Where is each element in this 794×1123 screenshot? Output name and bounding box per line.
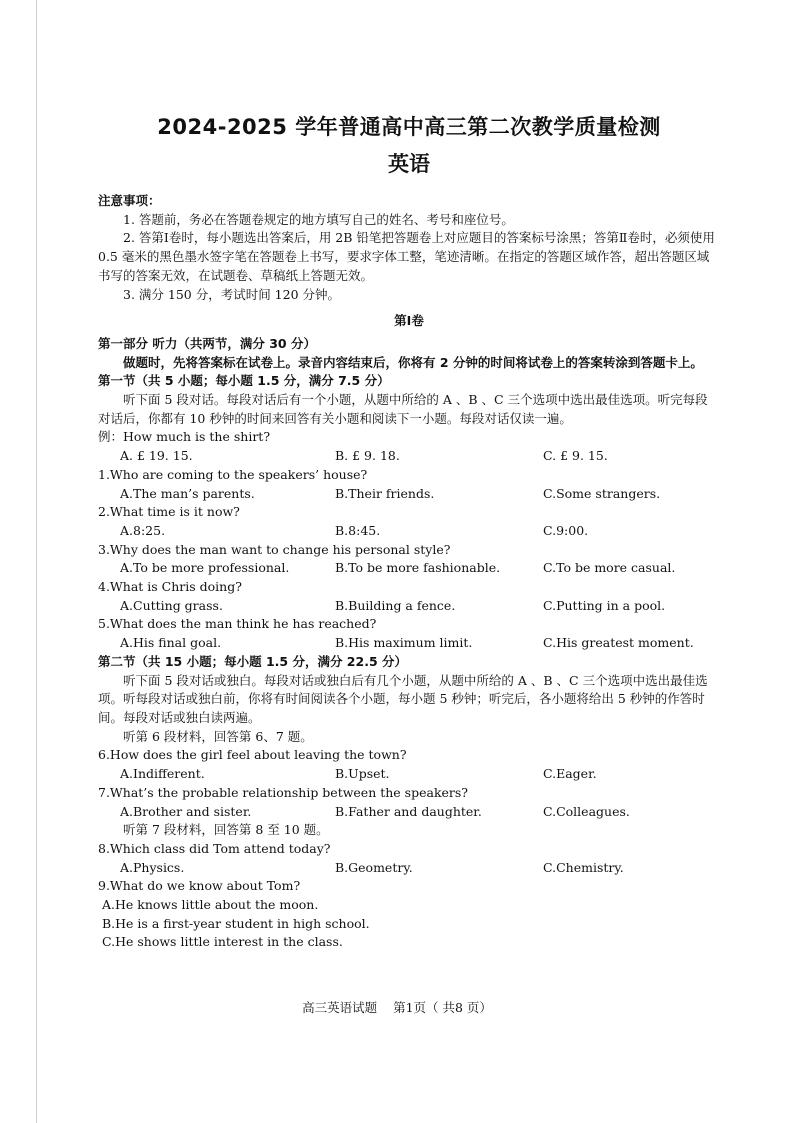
example-question: 例：How much is the shirt? — [98, 429, 271, 445]
question-8: 8.Which class did Tom attend today? — [98, 840, 331, 856]
section2-instruction: 听下面 5 段对话或独白。每段对话或独白后有几个小题，从题中所给的 A 、B 、C 三个选项中选出最佳选项。听每段对话或独白前，你将有时间阅读各个小题，每小题 5 秒钟；听完后，各小题将给出 5 秒钟的作答时间。每段对话或独白读两遍。 — [98, 672, 708, 725]
section1-heading: 第一节（共 5 小题；每小题 1.5 分，满分 7.5 分） — [98, 373, 390, 389]
option-c: C.His greatest moment. — [543, 635, 694, 651]
option-b: B. £ 9. 18. — [335, 448, 400, 464]
option-a: A.His final goal. — [120, 635, 222, 651]
question-2: 2.What time is it now? — [98, 504, 240, 520]
option-a: A.Physics. — [120, 859, 185, 875]
material-7-note: 听第 7 段材料，回答第 8 至 10 题。 — [123, 822, 329, 838]
notice-item: 3. 满分 150 分，考试时间 120 分钟。 — [123, 286, 341, 302]
option-b: B.Building a fence. — [335, 597, 456, 613]
footer-page-number: 第1页（ 共8 页） — [393, 1000, 492, 1015]
question-1: 1.Who are coming to the speakers’ house? — [98, 466, 368, 482]
example-options — [98, 447, 720, 466]
option-a: A.To be more professional. — [120, 560, 290, 576]
option-b: B.8:45. — [335, 522, 381, 538]
question-4-options — [98, 597, 720, 616]
option-a: A.Brother and sister. — [120, 803, 252, 819]
question-1-options — [98, 485, 720, 504]
option-c: C.Some strangers. — [543, 485, 661, 501]
subject-title: 英语 — [388, 152, 430, 176]
question-3-options — [98, 559, 720, 578]
volume-title: 第Ⅰ卷 — [394, 313, 424, 329]
option-c: C.9:00. — [543, 522, 589, 538]
question-2-options — [98, 522, 720, 541]
option-c: C.He shows little interest in the class. — [102, 934, 343, 950]
option-b: B.His maximum limit. — [335, 635, 473, 651]
page-footer — [0, 998, 794, 1016]
part1-instruction: 做题时，先将答案标在试卷上。录音内容结束后，你将有 2 分钟的时间将试卷上的答案转涂到答题卡上。 — [123, 354, 703, 370]
exam-title: 2024-2025 学年普通高中高三第二次教学质量检测 — [157, 115, 661, 139]
question-6-options — [98, 765, 720, 784]
notice-item: 1. 答题前，务必在答题卷规定的地方填写自己的姓名、考号和座位号。 — [123, 211, 514, 227]
option-b: B.Father and daughter. — [335, 803, 482, 819]
binding-margin-line — [36, 0, 37, 1123]
option-b: B.Upset. — [335, 766, 390, 782]
option-a: A.Indifferent. — [120, 766, 205, 782]
option-a: A.8:25. — [120, 522, 166, 538]
part1-heading: 第一部分 听力（共两节，满分 30 分） — [98, 335, 316, 351]
section1-instruction: 听下面 5 段对话。每段对话后有一个小题，从题中所给的 A 、B 、C 三个选项中选出最佳选项。听完每段对话后，你都有 10 秒钟的时间来回答有关小题和阅读下一小题。每段对话仅读一遍。 — [98, 392, 708, 426]
question-5: 5.What does the man think he has reached? — [98, 616, 377, 632]
question-5-options — [98, 634, 720, 653]
option-a: A.He knows little about the moon. — [102, 897, 319, 913]
option-c: C.Putting in a pool. — [543, 597, 666, 613]
option-c: C.Chemistry. — [543, 859, 624, 875]
exam-page — [98, 112, 720, 952]
section2-heading: 第二节（共 15 小题；每小题 1.5 分，满分 22.5 分） — [98, 653, 407, 669]
option-c: C.To be more casual. — [543, 560, 676, 576]
question-4: 4.What is Chris doing? — [98, 579, 242, 595]
notice-item: 2. 答第Ⅰ卷时，每小题选出答案后，用 2B 铅笔把答题卷上对应题目的答案标号涂黑；答第Ⅱ卷时，必须使用 0.5 毫米的黑色墨水签字笔在答题卷上书写，要求字体工整，笔迹清晰。在指定的答题区域作答，超出答题区域书写的答案无效，在试题卷、草稿纸上答题无效。 — [98, 230, 715, 283]
question-7: 7.What’s the probable relationship between the speakers? — [98, 784, 469, 800]
question-3: 3.Why does the man want to change his personal style? — [98, 541, 451, 557]
option-a: A. £ 19. 15. — [120, 448, 193, 464]
option-b: B.Their friends. — [335, 485, 435, 501]
question-9: 9.What do we know about Tom? — [98, 878, 301, 894]
material-6-note: 听第 6 段材料，回答第 6、7 题。 — [123, 728, 313, 744]
option-c: C.Eager. — [543, 766, 597, 782]
option-b: B.Geometry. — [335, 859, 413, 875]
option-a: A.The man’s parents. — [120, 485, 255, 501]
option-c: C. £ 9. 15. — [543, 448, 608, 464]
option-b: B.He is a first-year student in high school. — [102, 915, 370, 931]
question-7-options — [98, 803, 720, 822]
question-6: 6.How does the girl feel about leaving the town? — [98, 747, 407, 763]
option-a: A.Cutting grass. — [120, 597, 223, 613]
option-c: C.Colleagues. — [543, 803, 630, 819]
question-8-options — [98, 859, 720, 878]
footer-subject: 高三英语试题 — [302, 1000, 378, 1015]
notice-heading: 注意事项： — [98, 193, 161, 208]
option-b: B.To be more fashionable. — [335, 560, 501, 576]
